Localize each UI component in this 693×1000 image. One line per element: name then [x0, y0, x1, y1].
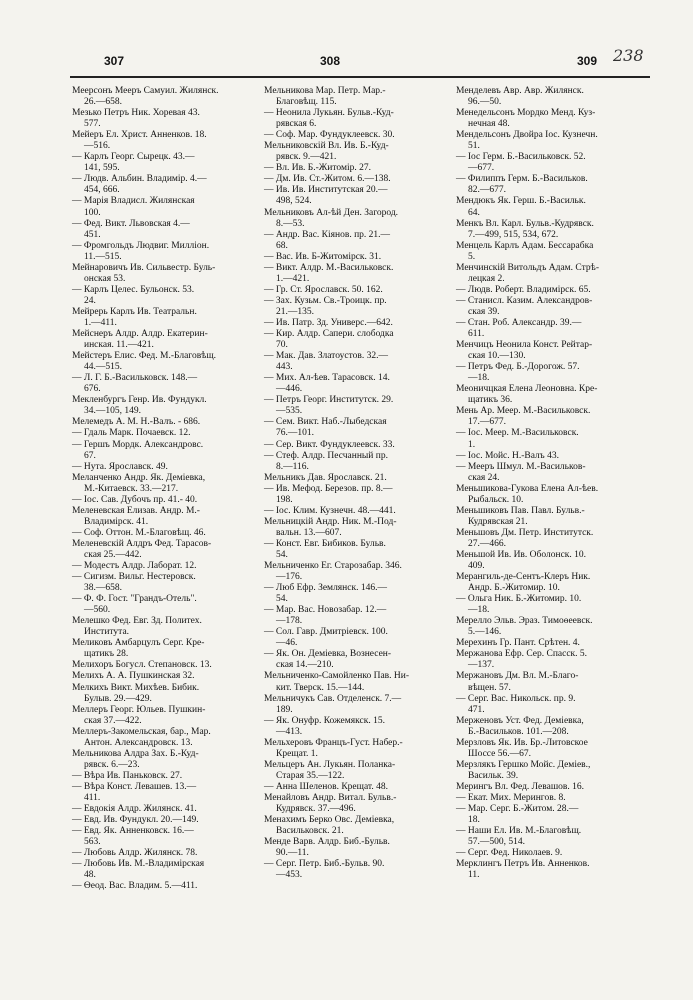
directory-entry: Мелихъ А. А. Пушкинская 32. — [72, 671, 195, 682]
directory-entry: — Филиппъ Герм. Б.-Васильков. 82.—677. — [456, 174, 588, 196]
directory-entry: — Петръ Фед. Б.-Дорогож. 57. —18. — [456, 362, 580, 384]
directory-entry: — Серг. Петр. Биб.-Бульв. 90. —453. — [264, 859, 385, 881]
directory-entry: Мельниковскій Вл. Ив. Б.-Куд- рявск. 9.—421. — [264, 141, 389, 163]
directory-entry: — Любовь Ив. М.-Владимірская 48. — [72, 859, 205, 881]
directory-entry: Мельцеръ Ан. Лукьян. Поланка- Старая 35.—122. — [264, 759, 396, 781]
directory-entry: Менкъ Вл. Карл. Бульв.-Кудрявск. 7.—499, 515, 534, 672. — [456, 218, 594, 240]
directory-entry: — Сем. Викт. Наб.-Лыбедская 76.—101. — [264, 417, 387, 439]
directory-entry: Мерехинъ Гр. Пант. Срѣтен. 4. — [456, 638, 580, 649]
directory-entry: Мельникова Алдра Зах. Б.-Куд- рявск. 6.—23. — [72, 748, 199, 770]
directory-entry: Мельникъ Дав. Ярославск. 21. — [264, 472, 387, 483]
directory-entry: — Стан. Роб. Александр. 39.— 611. — [456, 317, 582, 340]
directory-entry: Меерсонъ Мееръ Самуил. Жилянск. 26.—658. — [72, 86, 219, 108]
header-rule — [70, 76, 650, 78]
directory-entry: Мейснеръ Алдр. Алдр. Екатерин- инская. 11.—421. — [72, 329, 208, 351]
directory-entry: — Гершъ Мордк. Александровс. 67. — [72, 439, 204, 461]
directory-entry: Меньшикова-Гукова Елена Ал-ѣев. Рыбальск. 10. — [456, 483, 599, 505]
directory-entry: — Сер. Викт. Фундуклеевск. 33. — [264, 439, 395, 450]
directory-entry: Мельничукъ Сав. Отделенск. 7.— 189. — [264, 693, 402, 715]
directory-entry: Мендельсонъ Двойра Іос. Кузнечн. 51. — [456, 130, 598, 152]
directory-entry: — Евд. Як. Анненковск. 16.— 563. — [72, 826, 194, 848]
page-number-center: 308 — [320, 54, 341, 68]
directory-entry: Мельниковъ Ал-ѣй Ден. Загород. 8.—53. — [264, 207, 399, 229]
directory-entry: — Ѳеод. Вас. Владим. 5.—411. — [72, 881, 198, 892]
directory-entry: Менедельсонъ Мордко Менд. Куз- нечная 48. — [456, 108, 596, 130]
directory-entry: Менчинскій Витольдъ Адам. Стрѣ- лецкая 2. — [456, 262, 599, 284]
directory-entry: Менахимъ Берко Овс. Деміевка, Васильковск. 21. — [264, 815, 395, 837]
directory-entry: Мержанова Ефр. Сер. Спасск. 5. —137. — [456, 649, 588, 671]
directory-entry: — Любовь Алдр. Жилянск. 78. — [72, 848, 198, 859]
directory-entry: — Мих. Ал-ѣев. Тарасовск. 14. —446. — [264, 373, 390, 395]
directory-entry: — Іос. Клим. Кузнечн. 48.—441. — [264, 505, 396, 516]
directory-entry: Мезько Петръ Ник. Хоревая 43. 577. — [72, 108, 200, 130]
directory-entry: — Карлъ Георг. Сырецк. 43.— 141, 595. — [72, 152, 195, 174]
directory-entry: — Вѣра Конст. Левашев. 13.— 411. — [72, 781, 197, 803]
directory-entry: — Модестъ Алдр. Лаборат. 12. — [72, 561, 197, 572]
directory-entry: Меллеръ-Закомельская, бар., Мар. Антон. Александровск. 13. — [72, 726, 211, 748]
directory-entry: — Конст. Евг. Бибиков. Бульв. 54. — [264, 538, 386, 560]
directory-entry: — Люб Ефр. Землянск. 146.— 54. — [264, 583, 387, 605]
directory-entry: Меланченко Андр. Як. Деміевка, М.-Китаевск. 33.—217. — [72, 472, 206, 494]
directory-entry: — Кир. Алдр. Сапери. слободка 70. — [264, 329, 394, 351]
directory-entry: — Евд. Ив. Фундукл. 20.—149. — [72, 815, 199, 826]
directory-entry: — Людв. Альбин. Владимір. 4.— 454, 666. — [72, 174, 207, 196]
directory-entry: Мендюкъ Як. Герш. Б.-Васильк. 64. — [456, 196, 586, 218]
directory-entry: Мельникова Мар. Петр. Мар.- Благовѣщ. 115. — [264, 86, 386, 108]
directory-entry: Мейстеръ Елис. Фед. М.-Благовѣщ. 44.—515. — [72, 351, 217, 373]
directory-entry: — Серг. Фед. Николаев. 9. — [456, 848, 563, 859]
directory-entry: — Соф. Оттон. М.-Благовѣщ. 46. — [72, 527, 206, 538]
directory-entry: — Ольга Ник. Б.-Житомир. 10. —18. — [456, 594, 582, 616]
directory-entry: — Ив. Патр. Зд. Универс.—642. — [264, 317, 393, 328]
directory-entry: Мельхеровъ Францъ-Густ. Набер.- Крещат. 1. — [264, 737, 403, 759]
directory-entry: — Ф. Ф. Гост. "Грандъ-Отель". —560. — [72, 594, 197, 616]
directory-entry: — Сигизм. Вильг. Нестеровск. 38.—658. — [72, 572, 196, 594]
directory-entry: — Зах. Кузьм. Св.-Троицк. пр. 21.—135. — [264, 295, 387, 317]
directory-entry: — Мак. Дав. Златоустов. 32.— 443. — [264, 351, 388, 373]
directory-entry: Менделевъ Авр. Авр. Жилянск. 96.—50. — [456, 86, 584, 108]
directory-entry: — Евдокія Алдр. Жилянск. 41. — [72, 804, 197, 815]
directory-entry: Меньшиковъ Пав. Павл. Бульв.- Кудрявская 21. — [456, 505, 585, 527]
directory-entry: — Гдаль Марк. Почаевск. 12. — [72, 428, 191, 439]
column-3 — [456, 86, 634, 881]
directory-entry: — Ив. Ив. Институтская 20.— 498, 524. — [264, 185, 388, 207]
directory-entry: Мелкихъ Викт. Михѣев. Бибик. Булыв. 29.—429. — [72, 682, 200, 704]
directory-entry: Мелемедъ А. М. Н.-Валъ. - 686. — [72, 417, 201, 428]
directory-entry: — Наши Ел. Ив. М.-Благовѣщ. 57.—500, 514. — [456, 826, 582, 848]
directory-entry: Мейрерь Карлъ Ив. Театральн. 1.—411. — [72, 306, 197, 328]
directory-entry: — Як. Онуфр. Кожемякск. 15. —413. — [264, 715, 385, 737]
directory-entry: — Іос. Мойс. Н.-Валъ 43. — [456, 450, 559, 461]
directory-entry: — Вѣра Ив. Паньковск. 27. — [72, 770, 183, 781]
directory-entry: Мейнаровичъ Ив. Сильвестр. Буль- онская 53. — [72, 262, 216, 284]
directory-entry: Мень Ар. Меер. М.-Васильковск. 17.—677. — [456, 406, 591, 428]
directory-entry: Меллеръ Георг. Юльев. Пушкин- ская 37.—422. — [72, 704, 206, 726]
directory-entry: Меньшовъ Дм. Петр. Институтск. 27.—466. — [456, 527, 594, 549]
directory-entry: Меоничцкая Елена Леоновна. Кре- щатикъ 36. — [456, 384, 598, 406]
directory-entry: Мерангиль-де-Сентъ-Клеръ Ник. Андр. Б.-Житомир. 10. — [456, 572, 591, 594]
directory-entry: — Карлъ Целес. Бульонск. 53. 24. — [72, 284, 195, 306]
directory-entry: — Фромгольдъ Людвиг. Милліон. 11.—515. — [72, 240, 210, 262]
directory-entry: — Петръ Георг. Институтск. 29. —535. — [264, 395, 394, 417]
directory-entry: — Нута. Ярославск. 49. — [72, 461, 168, 472]
directory-entry: Мекленбургъ Генр. Ив. Фундукл. 34.—105, 149. — [72, 395, 207, 417]
directory-entry: — Екат. Мих. Мерингов. 8. — [456, 793, 566, 803]
directory-entry: — Іос Герм. Б.-Васильковск. 52. —677. — [456, 152, 586, 174]
directory-entry: Мерклингъ Петръ Ив. Анненков. 11. — [456, 859, 590, 881]
directory-entry: — Викт. Алдр. М.-Васильковск. 1.—421. — [264, 262, 394, 284]
directory-entry: — Фед. Викт. Львовская 4.— 451. — [72, 218, 190, 240]
directory-entry: Мельницкій Андр. Ник. М.-Под- вальн. 13.—607. — [264, 516, 397, 538]
directory-entry: — Станисл. Казим. Александров- ская 39. — [456, 295, 593, 317]
column-1 — [72, 86, 250, 892]
directory-entry: — Стеф. Алдр. Песчанный пр. 8.—116. — [264, 450, 388, 472]
directory-entry: Менайловъ Андр. Витал. Бульв.- Кудрявск. 37.—496. — [264, 793, 397, 815]
directory-entry: Меленевскій Алдръ Фед. Тарасов- ская 25.—442. — [72, 538, 212, 560]
directory-entry: — Ив. Мефод. Березов. пр. 8.— 198. — [264, 483, 393, 505]
directory-entry: — Марія Владисл. Жилянская 100. — [72, 196, 195, 218]
directory-entry: — Соф. Мар. Фундуклеевск. 30. — [264, 130, 395, 141]
directory-entry: Мельниченко Ег. Старозабар. 346. —176. — [264, 561, 402, 583]
directory-entry: — Гр. Ст. Ярославск. 50. 162. — [264, 284, 383, 295]
directory-entry: Мерзлякъ Гершко Мойс. Деміев., Васильк. 39. — [456, 759, 591, 781]
directory-entry: Мейеръ Ел. Христ. Анненков. 18. —516. — [72, 130, 207, 152]
directory-entry: Меньшой Ив. Ив. Оболонск. 10. 409. — [456, 549, 587, 572]
directory-entry: — Вас. Ив. Б-Житомірск. 31. — [264, 251, 382, 262]
handwritten-page-note: 238 — [613, 46, 644, 65]
directory-entry: — Андр. Вас. Кіянов. пр. 21.— 68. — [264, 229, 391, 251]
directory-entry: — Анна Шеленов. Крещат. 48. — [264, 781, 388, 792]
directory-entry: — Вл. Ив. Б.-Житомір. 27. — [264, 163, 372, 174]
directory-entry: Мерингъ Вл. Фед. Левашов. 16. — [456, 781, 584, 792]
directory-entry: — Мар. Вас. Новозабар. 12.— —178. — [264, 605, 387, 627]
directory-entry: — Неонила Лукьян. Бульв.-Куд- рявская 6. — [264, 108, 394, 130]
page-number-right: 309 — [577, 54, 598, 68]
directory-entry: Мерзловъ Як. Ив. Бр.-Литовское Шоссе 56.—67. — [456, 737, 588, 759]
directory-entry: Мелихоръ Богусл. Степановск. 13. — [72, 660, 212, 671]
directory-entry: Мельниченко-Самойленко Пав. Ни- кит. Тверск. 15.—144. — [264, 671, 410, 693]
directory-entry: — Людв. Роберт. Владимірск. 65. — [456, 284, 591, 295]
directory-entry: — Л. Г. Б.-Васильковск. 148.— 676. — [72, 373, 198, 395]
directory-entry: Мелешко Фед. Евг. Зд. Политех. Института. — [72, 616, 202, 638]
directory-entry: Менчицъ Неонила Конст. Рейтар- ская 10.—130. — [456, 340, 593, 362]
directory-entry: Мержановъ Дм. Вл. М.-Благо- вѣщен. 57. — [456, 671, 579, 693]
directory-entry: — Серг. Вас. Никольск. пр. 9. 471. — [456, 693, 576, 715]
directory-entry: Меликовъ Амбарцулъ Серг. Кре- щатикъ 28. — [72, 638, 205, 660]
directory-entry: — Мееръ Шмул. М.-Васильков- ская 24. — [456, 461, 586, 483]
directory-entry: — Іос. Меер. М.-Васильковск. 1. — [456, 428, 579, 450]
directory-entry: Менцель Карлъ Адам. Бессарабка 5. — [456, 240, 594, 262]
page-number-left: 307 — [104, 54, 125, 68]
directory-entry: — Як. Он. Деміевка, Вознесен- ская 14.—210. — [264, 649, 392, 671]
directory-entry: — Мар. Серг. Б.-Житом. 28.— 18. — [456, 804, 579, 826]
column-2 — [264, 86, 442, 881]
directory-entry: Менде Варв. Алдр. Биб.-Бульв. 90.—11. — [264, 837, 390, 859]
directory-entry: Мерженовъ Уст. Фед. Деміевка, Б.-Васильков. 101.—208. — [456, 715, 584, 737]
directory-entry: — Іос. Сав. Дубочъ пр. 41.- 40. — [72, 494, 198, 505]
directory-entry: Мерелло Эльв. Эраз. Тимоѳеевск. 5.—146. — [456, 616, 593, 638]
directory-entry: Меленевская Елизав. Андр. М.- Владимірск. 41. — [72, 505, 200, 527]
directory-entry: — Дм. Ив. Ст.-Житом. 6.—138. — [264, 174, 391, 185]
directory-entry: — Сол. Гавр. Дмитріевск. 100. —46. — [264, 627, 388, 649]
